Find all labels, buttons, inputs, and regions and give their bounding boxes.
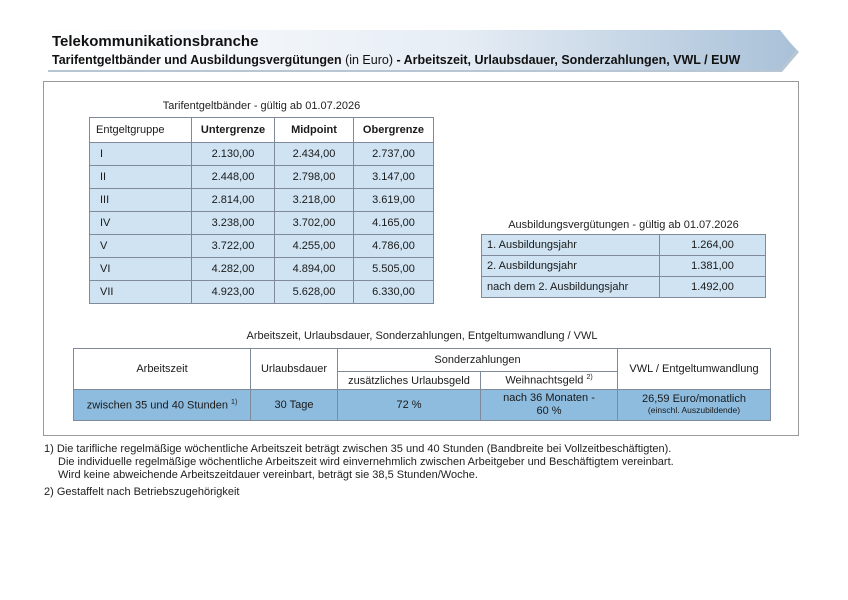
cell-vwl: 26,59 Euro/monatlich (einschl. Auszubildende) bbox=[618, 390, 771, 421]
arbeitszeit-caption: Arbeitszeit, Urlaubsdauer, Sonderzahlungen, Entgeltumwandlung / VWL bbox=[246, 330, 598, 342]
cell-verguetung: 1.264,00 bbox=[660, 235, 766, 256]
cell-group: IV bbox=[90, 212, 192, 235]
col-header-midpoint: Midpoint bbox=[275, 118, 354, 143]
table-row bbox=[90, 166, 434, 189]
table-row bbox=[90, 235, 434, 258]
cell-obergrenze: 6.330,00 bbox=[354, 281, 434, 304]
col-header-obergrenze: Obergrenze bbox=[354, 118, 434, 143]
table-row bbox=[90, 281, 434, 304]
header-banner bbox=[44, 30, 801, 74]
cell-untergrenze: 3.722,00 bbox=[192, 235, 275, 258]
tarif-table bbox=[89, 117, 434, 304]
cell-verguetung: 1.492,00 bbox=[660, 277, 766, 298]
cell-group: III bbox=[90, 189, 192, 212]
footnote-1-line-3: Wird keine abweichende Arbeitszeitdauer vereinbart, beträgt sie 38,5 Stunden/Woche. bbox=[58, 469, 478, 481]
cell-midpoint: 3.218,00 bbox=[275, 189, 354, 212]
footnote-1-line-1: 1) Die tarifliche regelmäßige wöchentliche Arbeitszeit beträgt zwischen 35 und 40 Stunden (Bandbreite bei Vollzeitbeschäftigten). bbox=[44, 443, 672, 455]
cell-untergrenze: 2.448,00 bbox=[192, 166, 275, 189]
cell-midpoint: 4.894,00 bbox=[275, 258, 354, 281]
cell-weihnachtsgeld: nach 36 Monaten - 60 % bbox=[481, 390, 618, 421]
cell-untergrenze: 4.923,00 bbox=[192, 281, 275, 304]
ausbildung-caption: Ausbildungsvergütungen - gültig ab 01.07.2026 bbox=[508, 219, 739, 231]
table-row bbox=[90, 189, 434, 212]
ausbildung-table bbox=[481, 234, 766, 298]
col-header-urlaubsdauer: Urlaubsdauer bbox=[251, 349, 338, 390]
cell-ausbildungsjahr: nach dem 2. Ausbildungsjahr bbox=[482, 277, 660, 298]
cell-midpoint: 4.255,00 bbox=[275, 235, 354, 258]
cell-group: I bbox=[90, 143, 192, 166]
col-header-weihnachtsgeld: Weihnachtsgeld $^{2)}$ bbox=[481, 372, 618, 390]
cell-urlaubsgeld: 72 % bbox=[338, 390, 481, 421]
table-row bbox=[90, 258, 434, 281]
cell-group: VI bbox=[90, 258, 192, 281]
arbeitszeit-header-row bbox=[74, 349, 771, 372]
col-header-vwl: VWL / Entgeltumwandlung bbox=[618, 349, 771, 390]
footnote-1-line-2: Die individuelle regelmäßige wöchentliche Arbeitszeit wird einvernehmlich zwischen Arbeitgeber und Beschäftigtem vereinbart. bbox=[58, 456, 674, 468]
table-row bbox=[90, 212, 434, 235]
table-row bbox=[482, 235, 766, 256]
cell-ausbildungsjahr: 2. Ausbildungsjahr bbox=[482, 256, 660, 277]
cell-untergrenze: 4.282,00 bbox=[192, 258, 275, 281]
table-row bbox=[482, 277, 766, 298]
arbeitszeit-table bbox=[73, 348, 771, 421]
cell-midpoint: 2.434,00 bbox=[275, 143, 354, 166]
col-header-untergrenze: Untergrenze bbox=[192, 118, 275, 143]
cell-obergrenze: 4.165,00 bbox=[354, 212, 434, 235]
table-row bbox=[482, 256, 766, 277]
cell-obergrenze: 5.505,00 bbox=[354, 258, 434, 281]
cell-obergrenze: 4.786,00 bbox=[354, 235, 434, 258]
page-title: Telekommunikationsbranche bbox=[52, 33, 259, 50]
tarif-header-row bbox=[90, 118, 434, 143]
cell-obergrenze: 3.147,00 bbox=[354, 166, 434, 189]
col-header-urlaubsgeld: zusätzliches Urlaubsgeld bbox=[338, 372, 481, 390]
cell-group: II bbox=[90, 166, 192, 189]
tarif-caption: Tarifentgeltbänder - gültig ab 01.07.2026 bbox=[162, 100, 361, 112]
cell-obergrenze: 2.737,00 bbox=[354, 143, 434, 166]
cell-arbeitszeit: zwischen 35 und 40 Stunden $^{1)}$ bbox=[74, 390, 251, 421]
cell-midpoint: 3.702,00 bbox=[275, 212, 354, 235]
table-row bbox=[90, 143, 434, 166]
cell-group: V bbox=[90, 235, 192, 258]
footnote-1 bbox=[44, 443, 674, 482]
cell-ausbildungsjahr: 1. Ausbildungsjahr bbox=[482, 235, 660, 256]
table-row bbox=[74, 390, 771, 421]
cell-untergrenze: 2.814,00 bbox=[192, 189, 275, 212]
cell-verguetung: 1.381,00 bbox=[660, 256, 766, 277]
cell-midpoint: 5.628,00 bbox=[275, 281, 354, 304]
cell-obergrenze: 3.619,00 bbox=[354, 189, 434, 212]
cell-midpoint: 2.798,00 bbox=[275, 166, 354, 189]
cell-untergrenze: 3.238,00 bbox=[192, 212, 275, 235]
footnote-2: 2) Gestaffelt nach Betriebszugehörigkeit bbox=[44, 486, 240, 498]
page-subtitle: Tarifentgeltbänder und Ausbildungsvergütungen (in Euro) - Arbeitszeit, Urlaubsdauer, Sonderzahlungen, VWL / EUW bbox=[52, 53, 741, 67]
col-header-arbeitszeit: Arbeitszeit bbox=[74, 349, 251, 390]
cell-urlaubsdauer: 30 Tage bbox=[251, 390, 338, 421]
cell-untergrenze: 2.130,00 bbox=[192, 143, 275, 166]
col-header-sonderzahlungen: Sonderzahlungen bbox=[338, 349, 618, 372]
cell-group: VII bbox=[90, 281, 192, 304]
col-header-entgeltgruppe: Entgeltgruppe bbox=[90, 118, 192, 143]
